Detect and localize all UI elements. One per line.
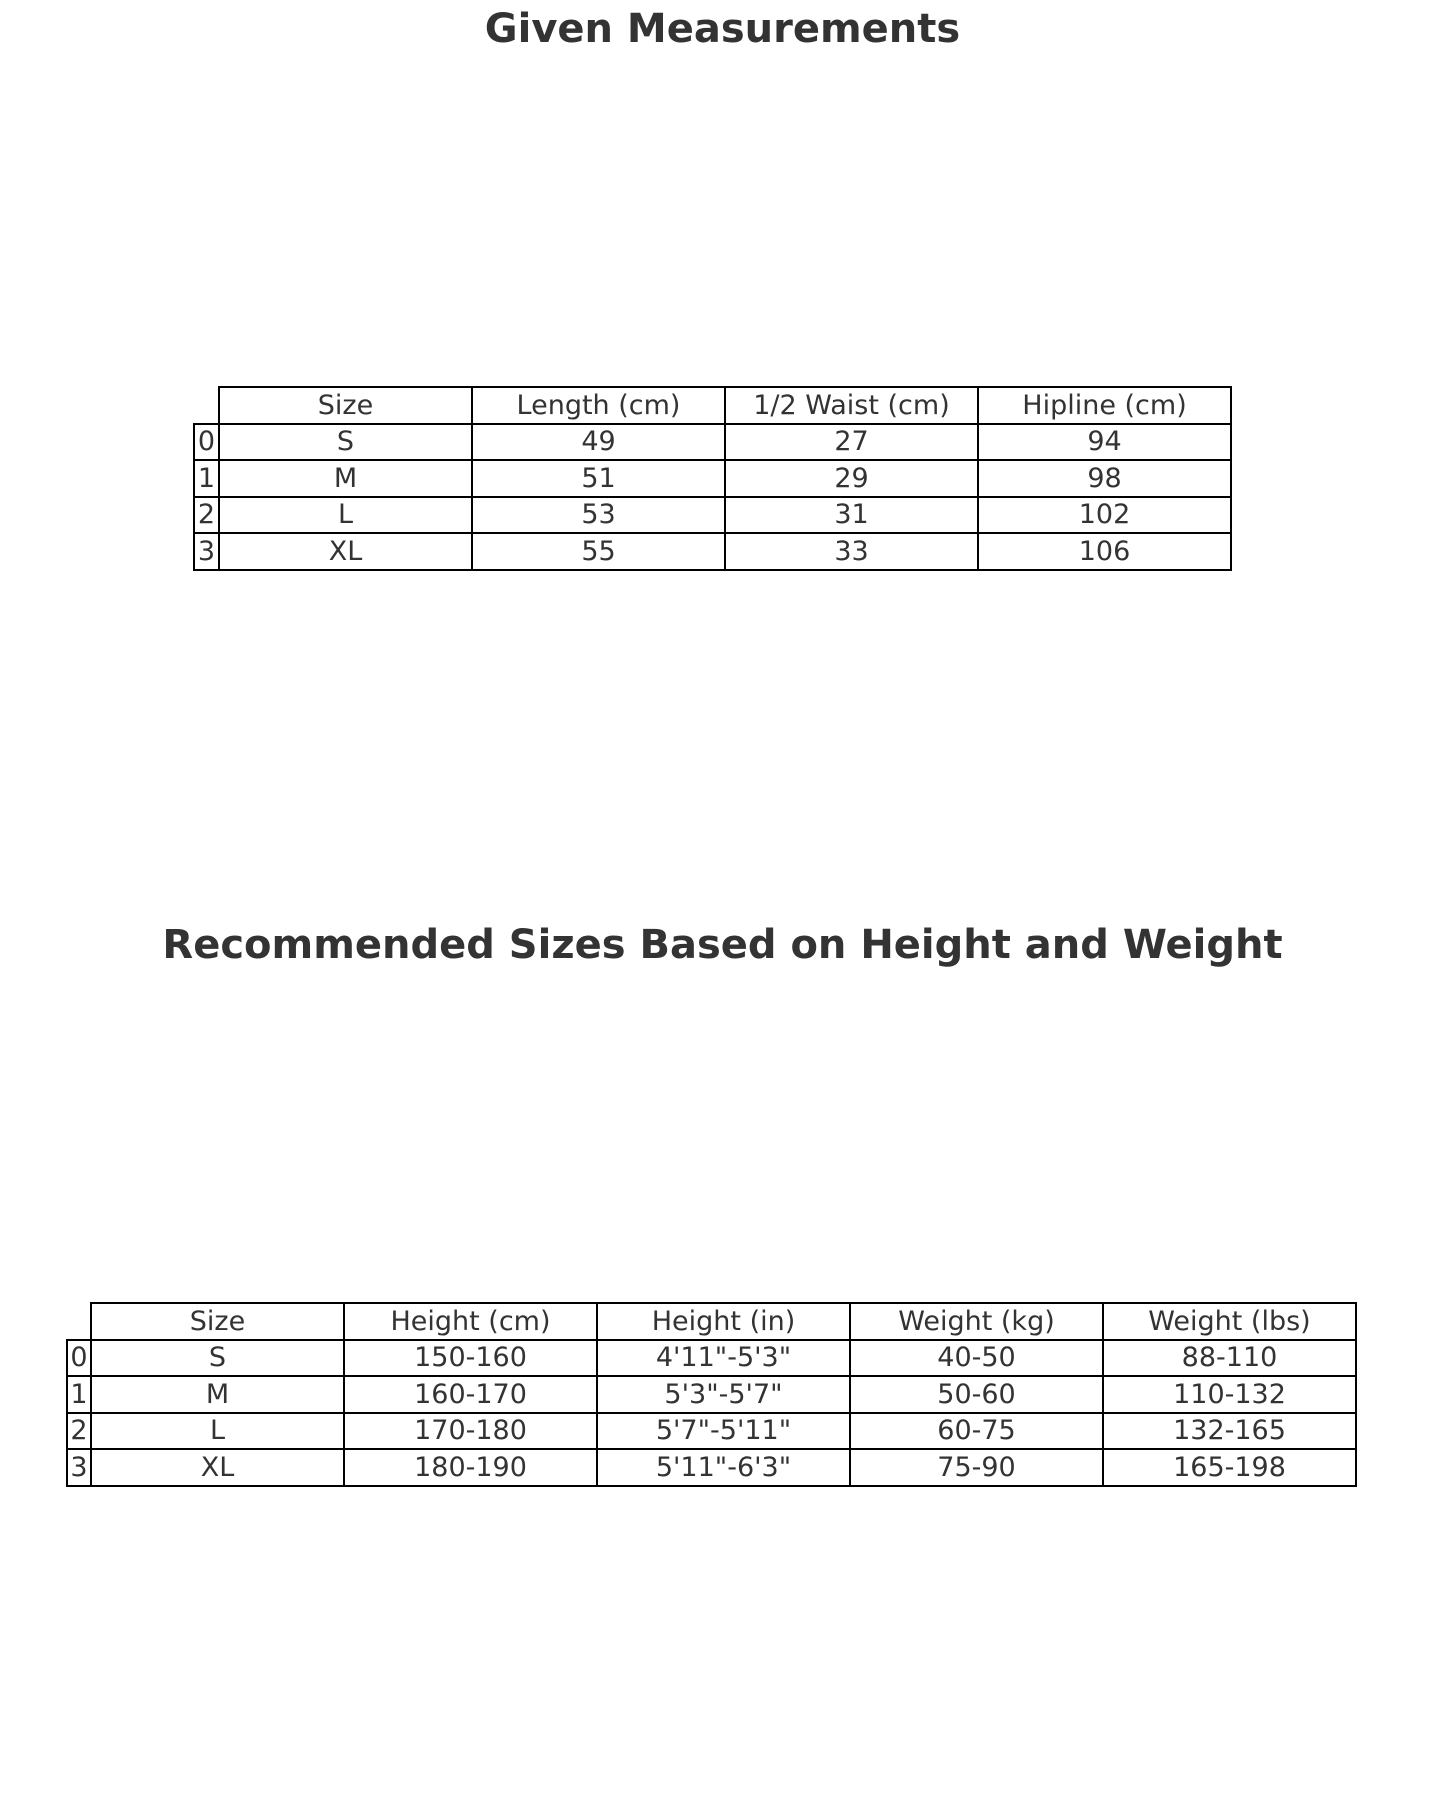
table-cell: 106 bbox=[978, 533, 1231, 570]
table-cell: 94 bbox=[978, 424, 1231, 461]
table-row bbox=[194, 533, 1231, 570]
corner-cell bbox=[67, 1303, 91, 1340]
table-cell: 51 bbox=[472, 460, 725, 497]
table-cell: M bbox=[219, 460, 472, 497]
table-row bbox=[194, 460, 1231, 497]
table-cell: 75-90 bbox=[850, 1449, 1103, 1486]
table-cell: 102 bbox=[978, 497, 1231, 534]
table-cell: 49 bbox=[472, 424, 725, 461]
table-cell: 60-75 bbox=[850, 1413, 1103, 1450]
table-row bbox=[67, 1340, 1356, 1377]
table-cell: 88-110 bbox=[1103, 1340, 1356, 1377]
row-index: 0 bbox=[194, 424, 219, 461]
table-cell: 31 bbox=[725, 497, 978, 534]
column-header: Hipline (cm) bbox=[978, 387, 1231, 424]
table-cell: 160-170 bbox=[344, 1376, 597, 1413]
table-cell: 5'7"-5'11" bbox=[597, 1413, 850, 1450]
table-row bbox=[67, 1413, 1356, 1450]
table-cell: 33 bbox=[725, 533, 978, 570]
recommended-sizes-title: Recommended Sizes Based on Height and Weight bbox=[162, 922, 1283, 968]
table-cell: 150-160 bbox=[344, 1340, 597, 1377]
column-header: Weight (lbs) bbox=[1103, 1303, 1356, 1340]
table-cell: XL bbox=[91, 1449, 344, 1486]
column-header: Size bbox=[219, 387, 472, 424]
table-row bbox=[194, 497, 1231, 534]
row-index: 1 bbox=[194, 460, 219, 497]
table-row bbox=[67, 1449, 1356, 1486]
table-cell: L bbox=[219, 497, 472, 534]
column-header: 1/2 Waist (cm) bbox=[725, 387, 978, 424]
column-header: Height (in) bbox=[597, 1303, 850, 1340]
table-cell: 40-50 bbox=[850, 1340, 1103, 1377]
table-cell: S bbox=[91, 1340, 344, 1377]
table-cell: 132-165 bbox=[1103, 1413, 1356, 1450]
given-measurements-title: Given Measurements bbox=[484, 6, 961, 52]
table-cell: 5'11"-6'3" bbox=[597, 1449, 850, 1486]
table-cell: S bbox=[219, 424, 472, 461]
row-index: 3 bbox=[67, 1449, 91, 1486]
given-measurements-table bbox=[193, 386, 1232, 571]
column-header: Weight (kg) bbox=[850, 1303, 1103, 1340]
table-cell: 110-132 bbox=[1103, 1376, 1356, 1413]
table-cell: L bbox=[91, 1413, 344, 1450]
table-row bbox=[194, 424, 1231, 461]
row-index: 2 bbox=[67, 1413, 91, 1450]
recommended-sizes-table bbox=[66, 1302, 1357, 1487]
table-cell: 165-198 bbox=[1103, 1449, 1356, 1486]
column-header: Size bbox=[91, 1303, 344, 1340]
table-cell: 50-60 bbox=[850, 1376, 1103, 1413]
row-index: 0 bbox=[67, 1340, 91, 1377]
table-cell: XL bbox=[219, 533, 472, 570]
column-header: Length (cm) bbox=[472, 387, 725, 424]
table-cell: 55 bbox=[472, 533, 725, 570]
table-cell: 27 bbox=[725, 424, 978, 461]
table-cell: 5'3"-5'7" bbox=[597, 1376, 850, 1413]
corner-cell bbox=[194, 387, 219, 424]
table-cell: 98 bbox=[978, 460, 1231, 497]
row-index: 1 bbox=[67, 1376, 91, 1413]
table-cell: 53 bbox=[472, 497, 725, 534]
table-cell: 180-190 bbox=[344, 1449, 597, 1486]
header-row bbox=[67, 1303, 1356, 1340]
row-index: 2 bbox=[194, 497, 219, 534]
table-cell: M bbox=[91, 1376, 344, 1413]
column-header: Height (cm) bbox=[344, 1303, 597, 1340]
table-cell: 4'11"-5'3" bbox=[597, 1340, 850, 1377]
table-row bbox=[67, 1376, 1356, 1413]
table-cell: 170-180 bbox=[344, 1413, 597, 1450]
row-index: 3 bbox=[194, 533, 219, 570]
table-cell: 29 bbox=[725, 460, 978, 497]
header-row bbox=[194, 387, 1231, 424]
